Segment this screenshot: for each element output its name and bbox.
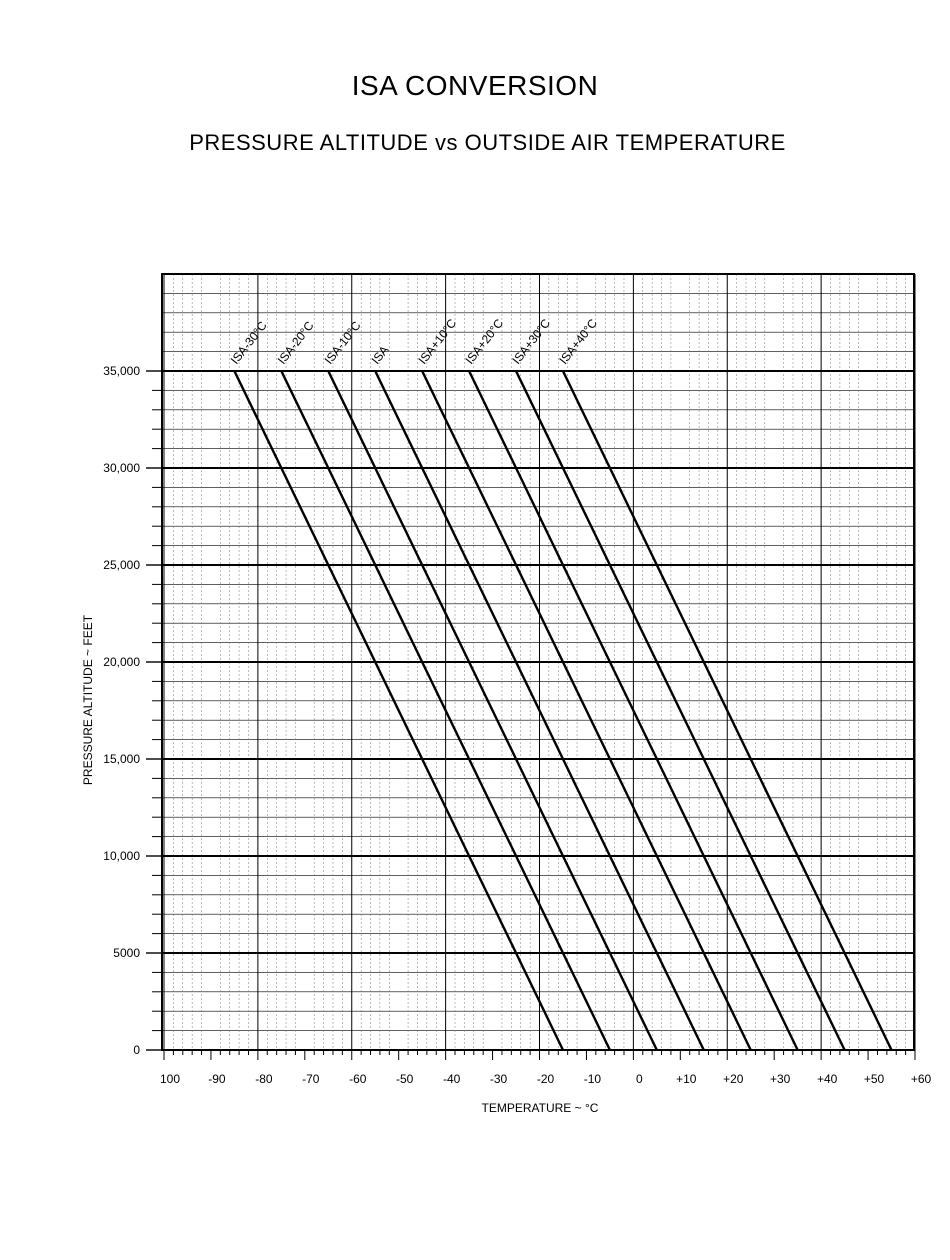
x-axis-label: TEMPERATURE ~ °C (481, 1101, 599, 1115)
y-axis (103, 364, 162, 1057)
isa-line-label: ISA (368, 342, 392, 367)
x-tick-label: -80 (255, 1072, 273, 1086)
x-tick-label: 0 (636, 1072, 643, 1086)
isa-line-label: ISA-20°C (274, 318, 317, 367)
y-axis-label: PRESSURE ALTITUDE ~ FEET (81, 614, 95, 786)
chart-title: ISA CONVERSION (351, 70, 599, 101)
isa-line (234, 371, 563, 1050)
y-tick-label: 30,000 (103, 461, 140, 475)
x-tick-label: -20 (536, 1072, 555, 1086)
x-tick-label: +10 (676, 1072, 697, 1086)
y-tick-label: 25,000 (103, 558, 140, 572)
y-tick-label: 5000 (113, 946, 140, 960)
isa-line-label: ISA+10°C (415, 316, 460, 367)
isa-line-label: ISA-30°C (227, 318, 270, 367)
chart-subtitle: PRESSURE ALTITUDE vs OUTSIDE AIR TEMPERATURE (189, 130, 786, 155)
x-tick-label: -40 (442, 1072, 461, 1086)
x-tick-label: -60 (349, 1072, 367, 1086)
x-tick-label: +20 (723, 1072, 744, 1086)
isa-line (516, 371, 845, 1050)
x-tick-label: -50 (396, 1072, 414, 1086)
y-tick-label: 10,000 (103, 849, 140, 863)
isa-line (422, 371, 751, 1050)
isa-line-label: ISA+20°C (462, 316, 507, 367)
x-tick-label: -90 (208, 1072, 226, 1086)
x-tick-label: -70 (302, 1072, 320, 1086)
x-tick-label: +30 (770, 1072, 791, 1086)
isa-line-labels (228, 316, 601, 367)
y-tick-label: 20,000 (103, 655, 140, 669)
y-tick-label: 0 (133, 1043, 140, 1057)
x-tick-label: +50 (863, 1072, 885, 1086)
x-tick-label: -30 (489, 1072, 508, 1086)
x-tick-label: -10 (583, 1072, 602, 1086)
isa-line-label: ISA+40°C (556, 316, 601, 367)
isa-line-label: ISA+30°C (509, 316, 554, 367)
isa-line-label: ISA-10°C (321, 318, 364, 367)
y-tick-label: 15,000 (103, 752, 140, 766)
x-tick-label: 100 (159, 1072, 181, 1086)
y-tick-label: 35,000 (103, 364, 140, 378)
x-tick-label: +60 (910, 1072, 932, 1086)
x-tick-label: +40 (816, 1072, 838, 1086)
x-axis (160, 1050, 932, 1086)
isa-line (328, 371, 657, 1050)
